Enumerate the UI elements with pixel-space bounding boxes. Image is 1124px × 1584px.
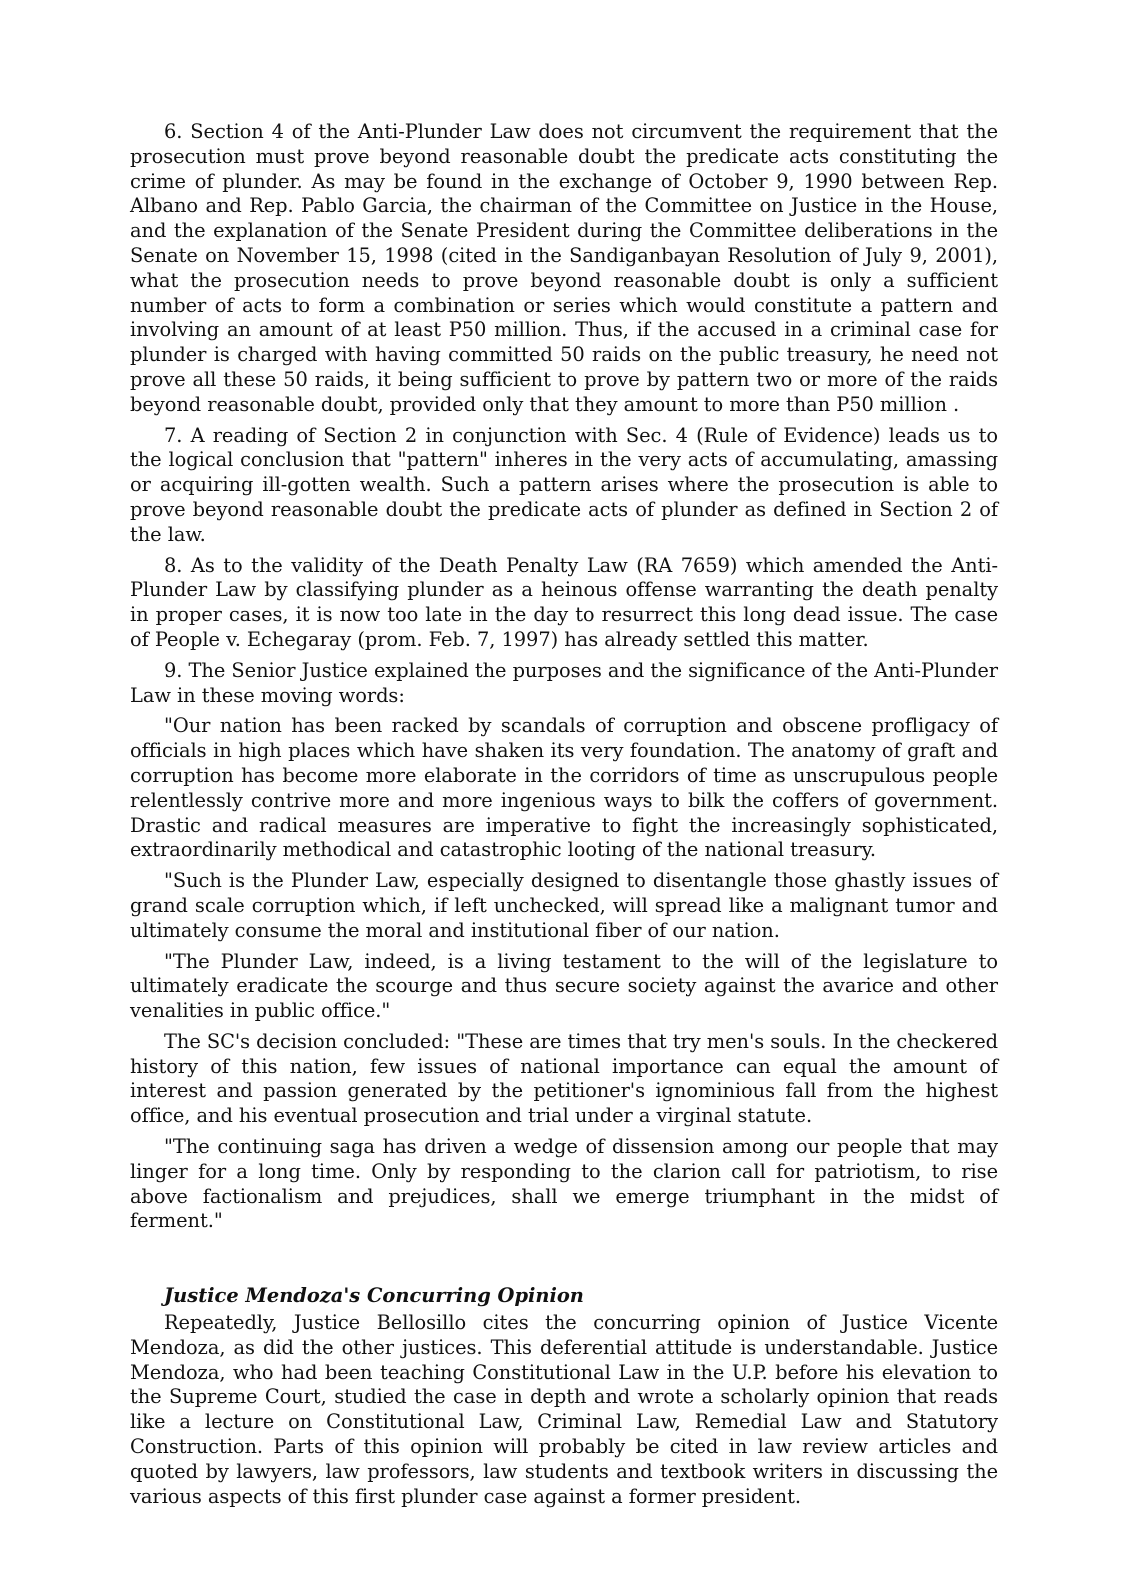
paragraph-item-8: 8. As to the validity of the Death Penalty Law (RA 7659) which amended the Anti-Plunder Law by classifying plunder as a heinous offense warranting the death penalty in proper cases, it is now too late in the day to resurrect this long dead issue. The case of People v. Echegaray (prom. Feb. 7, 1997) has already settled this matter. bbox=[130, 553, 998, 651]
paragraph-item-6: 6. Section 4 of the Anti-Plunder Law does not circumvent the requirement that the prosecution must prove beyond reasonable doubt the predicate acts constituting the crime of plunder. As may be found in the exchange of October 9, 1990 between Rep. Albano and Rep. Pablo Garcia, the chairman of the Committee on Justice in the House, and the explanation of the Senate President during the Committee deliberations in the Senate on November 15, 1998 (cited in the Sandiganbayan Resolution of July 9, 2001), what the prosecution needs to prove beyond reasonable doubt is only a sufficient number of acts to form a combination or series which would constitute a pattern and involving an amount of at least P50 million. Thus, if the accused in a criminal case for plunder is charged with having committed 50 raids on the public treasury, he need not prove all these 50 raids, it being sufficient to prove by pattern two or more of the raids beyond reasonable doubt, provided only that they amount to more than P50 million . bbox=[130, 120, 998, 416]
quote-paragraph-2: "Such is the Plunder Law, especially designed to disentangle those ghastly issues of grand scale corruption which, if left unchecked, will spread like a malignant tumor and ultimately consume the moral and institutional fiber of our nation. bbox=[130, 869, 998, 942]
document-page bbox=[130, 120, 998, 1515]
decision-conclusion-paragraph: The SC's decision concluded: "These are times that try men's souls. In the checkered history of this nation, few issues of national importance can equal the amount of interest and passion generated by the petitioner's ignominious fall from the highest office, and his eventual prosecution and trial under a virginal statute. bbox=[130, 1029, 998, 1128]
section-spacer bbox=[130, 1240, 998, 1284]
paragraph-item-7: 7. A reading of Section 2 in conjunction with Sec. 4 (Rule of Evidence) leads us to the logical conclusion that "pattern" inheres in the very acts of accumulating, amassing or acquiring ill-gotten wealth. Such a pattern arises where the prosecution is able to prove beyond reasonable doubt the predicate acts of plunder as defined in Section 2 of the law. bbox=[130, 423, 998, 546]
section-heading: Justice Mendoza's Concurring Opinion bbox=[164, 1284, 584, 1308]
mendoza-opinion-paragraph: Repeatedly, Justice Bellosillo cites the concurring opinion of Justice Vicente Mendoza, as did the other justices. This deferential attitude is understandable. Justice Mendoza, who had been teaching Constitutional Law in the U.P. before his elevation to the Supreme Court, studied the case in depth and wrote a scholarly opinion that reads like a lecture on Constitutional Law, Criminal Law, Remedial Law and Statutory Construction. Parts of this opinion will probably be cited in law review articles and quoted by lawyers, law professors, law students and textbook writers in discussing the various aspects of this first plunder case against a former president. bbox=[130, 1311, 998, 1508]
quote-paragraph-1: "Our nation has been racked by scandals of corruption and obscene profligacy of officials in high places which have shaken its very foundation. The anatomy of graft and corruption has become more elaborate in the corridors of time as unscrupulous people relentlessly contrive more and more ingenious ways to bilk the coffers of government. Drastic and radical measures are imperative to fight the increasingly sophisticated, extraordinarily methodical and catastrophic looting of the national treasury. bbox=[130, 714, 998, 862]
paragraph-item-9: 9. The Senior Justice explained the purposes and the significance of the Anti-Plunder Law in these moving words: bbox=[130, 658, 998, 707]
quote-paragraph-3: "The Plunder Law, indeed, is a living testament to the will of the legislature to ultimately eradicate the scourge and thus secure society against the avarice and other venalities in public office." bbox=[130, 949, 998, 1023]
decision-closing-quote: "The continuing saga has driven a wedge of dissension among our people that may linger for a long time. Only by responding to the clarion call for patriotism, to rise above factionalism and prejudices, shall we emerge triumphant in the midst of ferment." bbox=[130, 1135, 998, 1233]
